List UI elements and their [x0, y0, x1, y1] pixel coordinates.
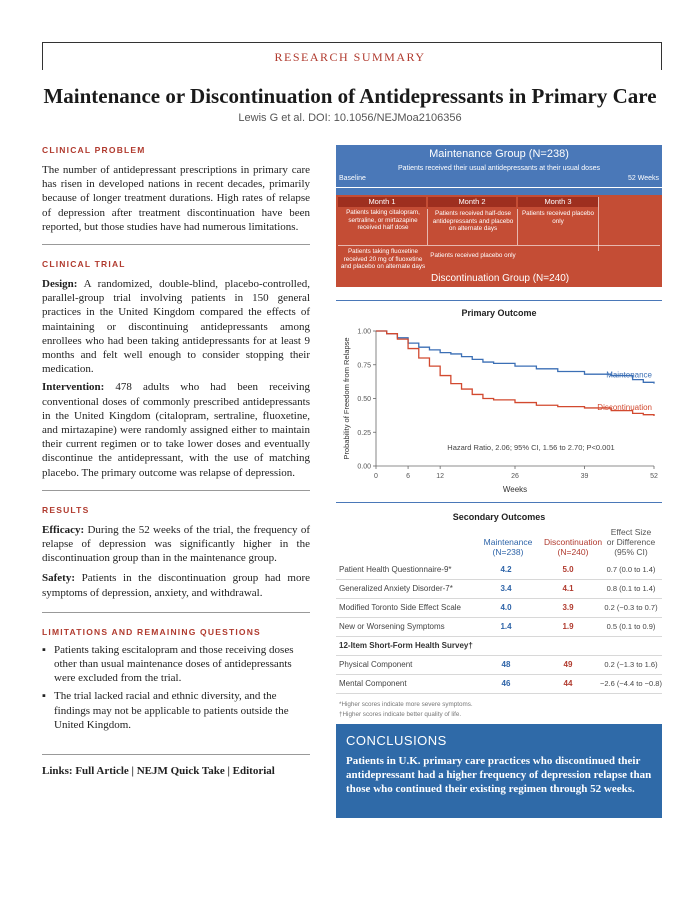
table-row: [336, 617, 662, 636]
clinical-trial-heading: CLINICAL TRIAL: [42, 259, 126, 270]
month-1-fluoxetine-text: Patients taking fluoxetine received 20 mg of fluoxetine and placebo on alternate days: [340, 248, 426, 271]
col-label: Effect Size: [610, 527, 652, 537]
month-2-placebo-text: Patients received placebo only: [430, 252, 516, 259]
month-1-text: Patients taking citalopram, sertraline, or mirtazapine received half dose: [346, 209, 420, 232]
maintenance-value: 4.0: [476, 598, 536, 617]
secondary-title: Secondary Outcomes: [452, 512, 546, 522]
design-label: Design:: [42, 278, 78, 291]
col-discontinuation: [541, 537, 605, 557]
end-label: 52 Weeks: [628, 175, 659, 182]
efficacy-paragraph: [42, 523, 310, 566]
trial-design-diagram: [336, 145, 662, 287]
maintenance-value: 1.4: [476, 617, 536, 636]
links[interactable]: Links: Full Article | NEJM Quick Take | Editorial: [42, 765, 275, 778]
discontinuation-value: 1.9: [536, 617, 600, 636]
left-column: [42, 145, 310, 778]
chart-svg: [336, 323, 662, 513]
clinical-problem-text: The number of antidepressant prescriptions in primary care has risen in developed nations in recent decades, primarily because of longer treatment durations. High rates of relapse of depression after treatment discontinuation have been reported, but those studies have had numerous limitations.: [42, 164, 310, 233]
maintenance-group-box: [336, 145, 662, 195]
y-axis-label: Probability of Freedom from Relapse: [342, 337, 351, 460]
table-subheading: 12-Item Short-Form Health Survey†: [336, 636, 662, 655]
y-tick-label: 0.00: [357, 463, 371, 471]
limitations-heading: LIMITATIONS AND REMAINING QUESTIONS: [42, 626, 261, 637]
banner: [0, 50, 700, 65]
safety-paragraph: [42, 571, 310, 599]
discontinuation-value: 5.0: [536, 560, 600, 579]
row-label: Generalized Anxiety Disorder-7*: [336, 579, 476, 598]
divider: [338, 245, 660, 246]
page-title: Maintenance or Discontinuation of Antidepressants in Primary Care: [43, 84, 657, 108]
table-subheading-row: [336, 636, 662, 655]
col-label: Discontinuation: [543, 537, 603, 547]
series-label-maintenance: Maintenance: [606, 370, 652, 380]
effect-value: 0.8 (0.1 to 1.4): [600, 579, 662, 598]
results-heading: RESULTS: [42, 504, 90, 515]
intervention-text: 478 adults who had been receiving conventional doses of commonly prescribed antidepressants in the United Kingdom (citalopram, sertraline, fluoxetine, and mirtazapine) were randomly assigned either to maintain their current regimen or to take lower doses and eventually discontinue the antidepressant, with the use of matching placebo. The primary outcome was relapse of depression.: [42, 381, 310, 479]
clinical-problem-heading: CLINICAL PROBLEM: [42, 145, 146, 155]
list-item: ▪ The trial lacked racial and ethnic diversity, and the findings may not be applicable to patients outside the United Kingdom.: [42, 689, 310, 732]
x-tick-label: 39: [580, 473, 589, 480]
conclusions-box: [336, 724, 662, 818]
col-n: (N=238): [492, 547, 524, 557]
maintenance-value: 3.4: [476, 579, 536, 598]
efficacy-text: During the 52 weeks of the trial, the frequency of relapse of depression was significantly higher in the discontinuation group than in the maintenance group.: [42, 523, 310, 565]
timeline-arrow: [336, 187, 662, 188]
maintenance-value: 46: [476, 674, 536, 693]
effect-value: 0.2 (−0.3 to 0.7): [600, 598, 662, 617]
x-tick-label: 52: [650, 473, 658, 480]
secondary-outcomes: [336, 502, 662, 720]
discontinuation-value: 44: [536, 674, 600, 693]
safety-text: Patients in the discontinuation group had more symptoms of depression, anxiety, and withdrawal.: [42, 572, 310, 599]
discontinuation-value: 4.1: [536, 579, 600, 598]
discontinuation-value: 3.9: [536, 598, 600, 617]
footnote: †Higher scores indicate better quality of life.: [339, 710, 462, 718]
divider: [42, 490, 310, 491]
effect-value: 0.7 (0.0 to 1.4): [600, 560, 662, 579]
table-row: [336, 674, 662, 693]
divider: [517, 209, 518, 245]
maintenance-value: 48: [476, 655, 536, 674]
col-label: or Difference: [606, 537, 656, 547]
col-n: (N=240): [557, 547, 589, 557]
safety-label: Safety:: [42, 572, 75, 585]
table-row: [336, 579, 662, 598]
baseline-label: Baseline: [339, 175, 366, 182]
row-label: New or Worsening Symptoms: [336, 617, 476, 636]
col-label: Maintenance: [483, 537, 533, 547]
discontinuation-title: Discontinuation Group (N=240): [431, 273, 570, 284]
row-label: Mental Component: [336, 674, 476, 693]
divider: [427, 209, 428, 245]
x-tick-label: 12: [436, 473, 445, 480]
month-2-header: Month 2: [428, 197, 516, 207]
x-tick-label: 0: [374, 473, 378, 480]
list-item: ▪ Patients taking escitalopram and those receiving doses other than usual maintenance doses of antidepressants were excluded from the trial.: [42, 643, 310, 686]
discontinuation-group-box: [336, 195, 662, 287]
conclusions-text: Patients in U.K. primary care practices who discontinued their antidepressant had a higher frequency of depression relapse than those who continued their existing regimen through 52 weeks.: [346, 755, 652, 795]
efficacy-label: Efficacy:: [42, 523, 85, 536]
divider: [42, 754, 310, 755]
y-tick-label: 0.75: [357, 362, 371, 370]
maintenance-title: Maintenance Group (N=238): [429, 148, 569, 160]
row-label: Physical Component: [336, 655, 476, 674]
x-tick-label: 26: [511, 473, 519, 480]
conclusions-heading: CONCLUSIONS: [346, 733, 447, 748]
design-text: A randomized, double-blind, placebo-controlled, parallel-group trial involving patients in 150 general practices in the United Kingdom compared the effects of maintaining or discontinuing antidepressants among enrollees who had been taking antidepressants for at least 9 months and felt well enough to consider stopping their medication.: [42, 278, 310, 376]
design-paragraph: [42, 277, 310, 376]
col-maintenance: [478, 537, 538, 557]
hazard-ratio-annotation: Hazard Ratio, 2.06; 95% CI, 1.56 to 2.70; P<0.001: [447, 442, 615, 452]
divider: [598, 197, 599, 251]
month-3-header: Month 3: [518, 197, 598, 207]
table-row: [336, 560, 662, 579]
footnote: *Higher scores indicate more severe symptoms.: [339, 700, 473, 708]
y-tick-label: 0.25: [357, 429, 371, 437]
intervention-label: Intervention:: [42, 381, 105, 394]
table-row: [336, 655, 662, 674]
series-label-discontinuation: Discontinuation: [597, 403, 652, 413]
discontinuation-value: 49: [536, 655, 600, 674]
maintenance-subtitle: Patients received their usual antidepressants at their usual doses: [398, 165, 600, 172]
citation: Lewis G et al. DOI: 10.1056/NEJMoa2106356: [238, 112, 462, 124]
footnotes: [336, 700, 662, 720]
col-label: (95% CI): [614, 547, 648, 557]
table-header: [336, 522, 662, 560]
intervention-paragraph: [42, 380, 310, 479]
limitations-list: [42, 643, 310, 732]
y-tick-label: 1.00: [357, 328, 371, 336]
y-tick-label: 0.50: [357, 396, 371, 403]
divider: [42, 612, 310, 613]
month-3-text: Patients received placebo only: [521, 210, 595, 225]
effect-value: 0.5 (0.1 to 0.9): [600, 617, 662, 636]
col-effect: [600, 527, 662, 557]
effect-value: −2.6 (−4.4 to −0.8): [600, 674, 662, 693]
effect-value: 0.2 (−1.3 to 1.6): [600, 655, 662, 674]
banner-text: RESEARCH SUMMARY: [266, 50, 433, 64]
chart-title: Primary Outcome: [461, 308, 537, 318]
maintenance-value: 4.2: [476, 560, 536, 579]
x-tick-label: 6: [406, 473, 411, 480]
month-2-text: Patients received half-dose antidepressants and placebo on alternate days: [432, 210, 514, 233]
row-label: Modified Toronto Side Effect Scale: [336, 598, 476, 617]
table-row: [336, 598, 662, 617]
secondary-table: [336, 560, 662, 694]
x-axis-label: Weeks: [502, 485, 528, 494]
row-label: Patient Health Questionnaire-9*: [336, 560, 476, 579]
month-1-header: Month 1: [338, 197, 426, 207]
primary-outcome-chart: [336, 300, 662, 500]
divider: [42, 244, 310, 245]
